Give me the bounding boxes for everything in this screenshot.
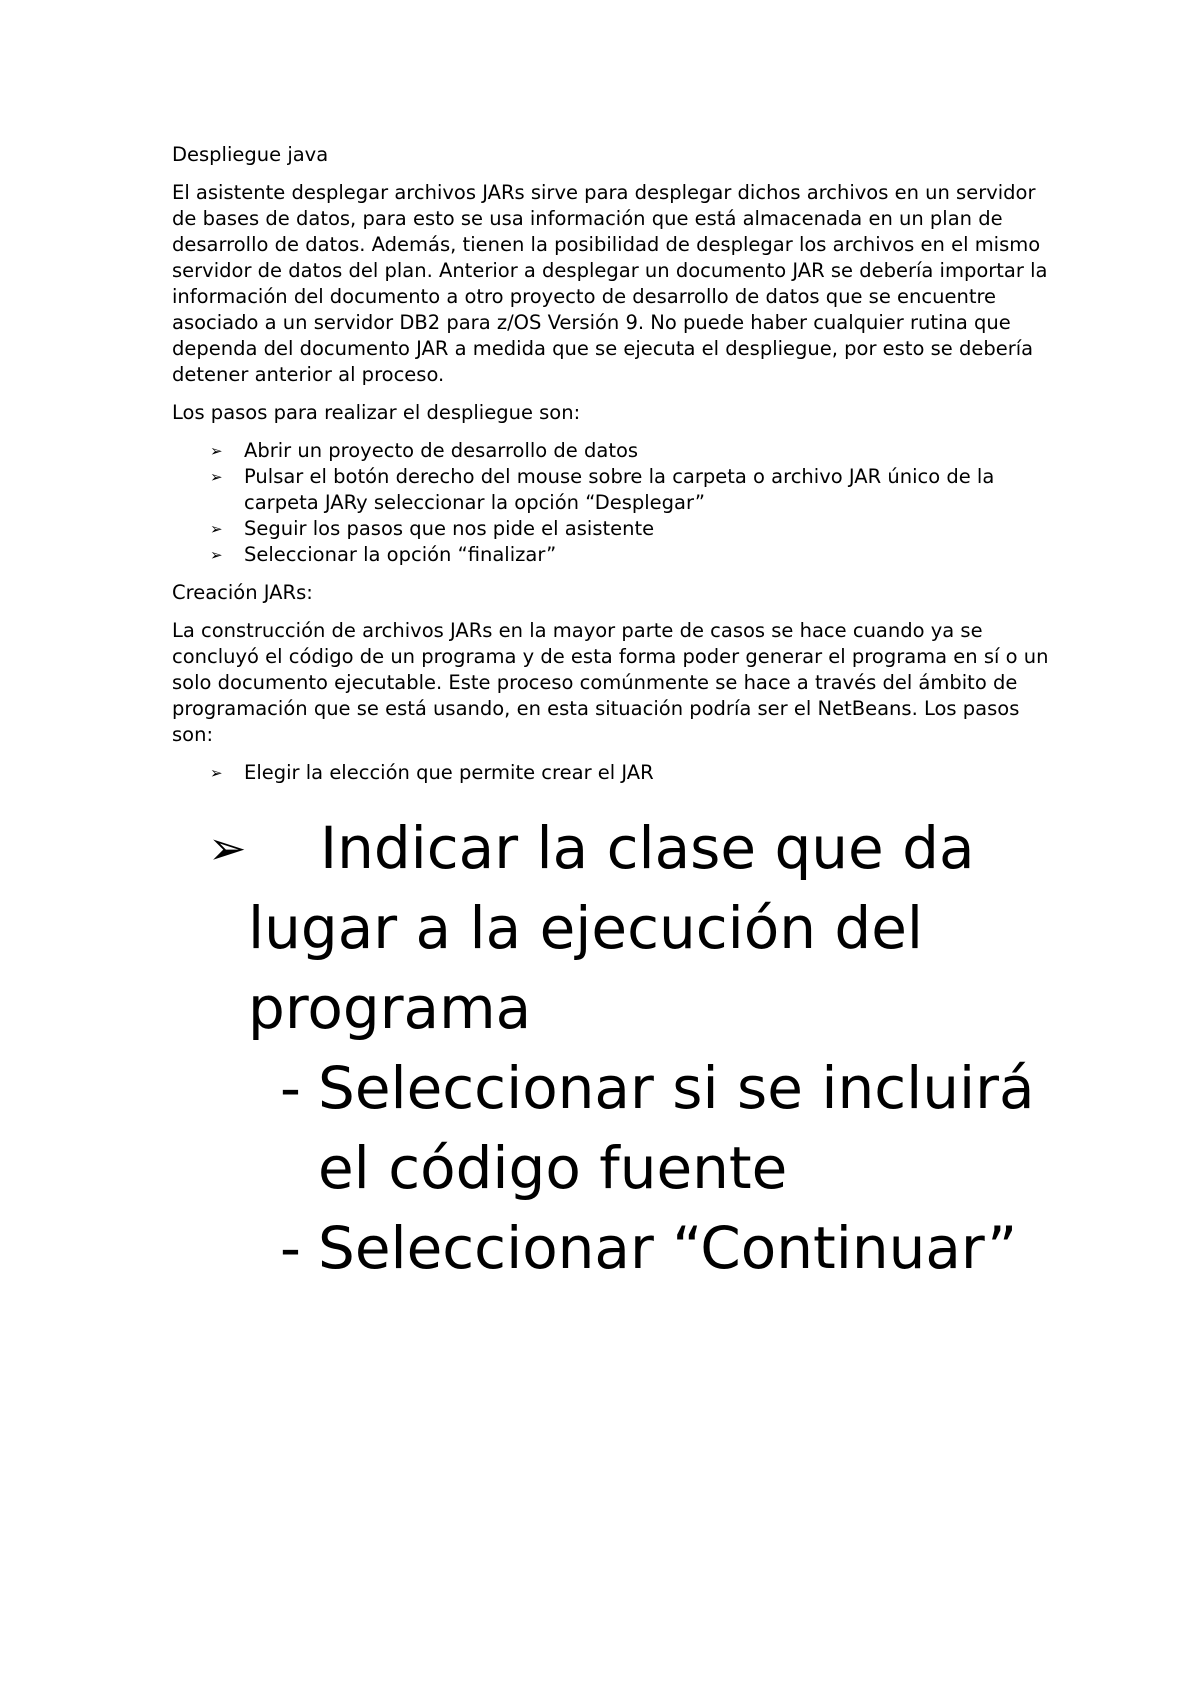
sub-list-item-text: Seleccionar si se incluirá el código fuente: [318, 1054, 1035, 1202]
arrow-bullet-icon: ➢: [210, 468, 223, 486]
list-item-text: Abrir un proyecto de desarrollo de datos: [244, 439, 639, 462]
steps-intro: Los pasos para realizar el despliegue son:: [172, 401, 581, 424]
jar-steps-list: [172, 760, 1050, 786]
arrow-bullet-icon: ➢: [210, 442, 223, 460]
arrow-bullet-icon: ➢: [210, 546, 223, 564]
sub-list-item: [172, 1208, 1050, 1288]
large-steps-block: [172, 808, 1050, 1288]
list-item: [172, 516, 1050, 542]
dash-bullet: -: [280, 1054, 301, 1122]
list-item-text: Elegir la elección que permite crear el JAR: [244, 761, 654, 784]
paragraph-creacion: La construcción de archivos JARs en la mayor parte de casos se hace cuando ya se concluyó el código de un programa y de esta forma poder generar el programa en sí o un solo documento ejecutable. Este proceso comúnmente se hace a través del ámbito de programación que se está usando, en esta situación podría ser el NetBeans. Los pasos son:: [172, 619, 1049, 746]
sub-list-item-text: Seleccionar “Continuar”: [318, 1214, 1018, 1282]
paragraph-despliegue: El asistente desplegar archivos JARs sirve para desplegar dichos archivos en un servidor de bases de datos, para esto se usa información que está almacenada en un plan de desarrollo de datos. Además, tienen la posibilidad de desplegar los archivos en el mismo servidor de datos del plan. Anterior a desplegar un documento JAR se debería importar la información del documento a otro proyecto de desarrollo de datos que se encuentre asociado a un servidor DB2 para z/OS Versión 9. No puede haber cualquier rutina que dependa del documento JAR a medida que se ejecuta el despliegue, por esto se debería detener anterior al proceso.: [172, 181, 1048, 386]
list-item: [172, 542, 1050, 568]
list-item: [172, 760, 1050, 786]
large-list-item: [172, 808, 1050, 1048]
list-item-text: Seguir los pasos que nos pide el asistente: [244, 517, 655, 540]
large-list-item-text: Indicar la clase que da lugar a la ejecución del programa: [248, 814, 975, 1042]
sub-list-item: [172, 1048, 1050, 1208]
arrow-bullet-icon: ➢: [210, 520, 223, 538]
arrow-bullet-icon: ➢: [208, 821, 247, 875]
dash-bullet: -: [280, 1214, 301, 1282]
heading-despliegue-java: Despliegue java: [172, 143, 329, 166]
list-item: [172, 438, 1050, 464]
heading-creacion-jars: Creación JARs:: [172, 581, 313, 604]
list-item-text: Seleccionar la opción “finalizar”: [244, 543, 557, 566]
document-body: [172, 142, 1050, 1288]
list-item-text: Pulsar el botón derecho del mouse sobre la carpeta o archivo JAR único de la carpeta JARy seleccionar la opción “Desplegar”: [244, 465, 995, 514]
deploy-steps-list: [172, 438, 1050, 568]
arrow-bullet-icon: ➢: [210, 764, 223, 782]
list-item: [172, 464, 1050, 516]
